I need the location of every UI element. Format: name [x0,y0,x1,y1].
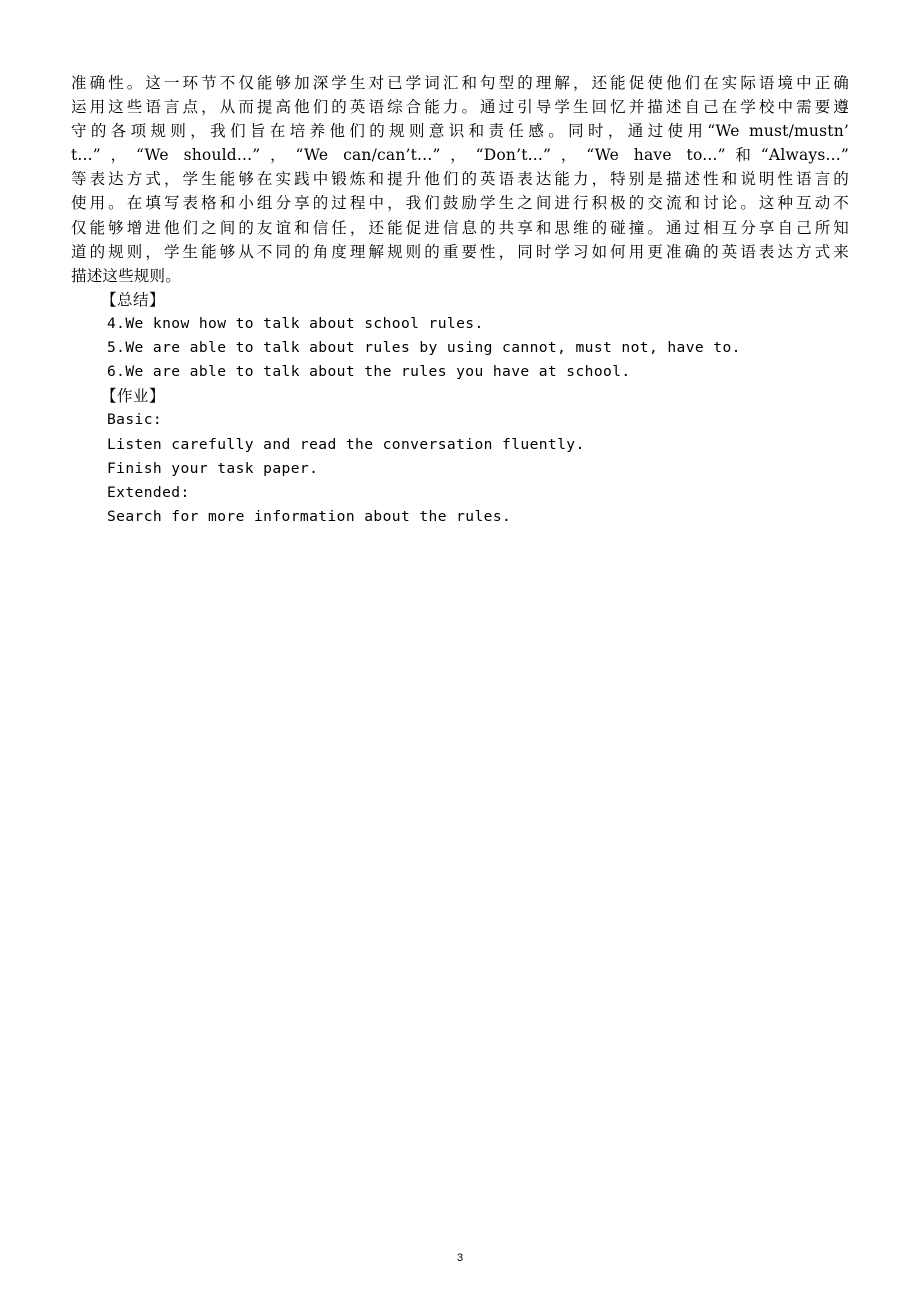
summary-item: 6.We are able to talk about the rules you have at school. [107,363,631,381]
paragraph-line: 描述这些规则。 [71,266,181,285]
summary-item: 4.We know how to talk about school rules. [107,315,484,333]
homework-basic-item: Finish your task paper. [107,459,319,477]
body-paragraph [71,71,849,288]
homework-extended-item: Search for more information about the rules. [107,507,512,525]
page-number: 3 [456,1252,464,1264]
paragraph-line: 道的规则，学生能够从不同的角度理解规则的重要性，同时学习如何用更准确的英语表达方式来 [71,242,849,261]
paragraph-line: 等表达方式，学生能够在实践中锻炼和提升他们的英语表达能力，特别是描述性和说明性语言的 [71,170,849,189]
paragraph-line: t...”，“We should...”，“We can/can’t...”，“Don’t...”，“We have to...”和“Always...” [71,146,849,165]
homework-extended-label: Extended: [107,483,190,501]
paragraph-line: 使用。在填写表格和小组分享的过程中，我们鼓励学生之间进行积极的交流和讨论。这种互动不 [71,194,849,213]
homework-basic-label: Basic: [107,411,163,429]
paragraph-line: 准确性。这一环节不仅能够加深学生对已学词汇和句型的理解，还能促使他们在实际语境中正确 [71,74,849,92]
summary-heading: 【总结】 [101,291,166,309]
paragraph-line: 守的各项规则，我们旨在培养他们的规则意识和责任感。同时，通过使用“We must/mustn’ [71,122,849,141]
paragraph-line: 仅能够增进他们之间的友谊和信任，还能促进信息的共享和思维的碰撞。通过相互分享自己所知 [71,218,849,237]
summary-item: 5.We are able to talk about rules by using cannot, must not, have to. [107,339,741,357]
homework-heading: 【作业】 [101,387,166,406]
summary-homework-section [101,288,847,529]
homework-basic-item: Listen carefully and read the conversation fluently. [107,435,585,453]
paragraph-line: 运用这些语言点，从而提高他们的英语综合能力。通过引导学生回忆并描述自己在学校中需要遵 [71,98,849,117]
